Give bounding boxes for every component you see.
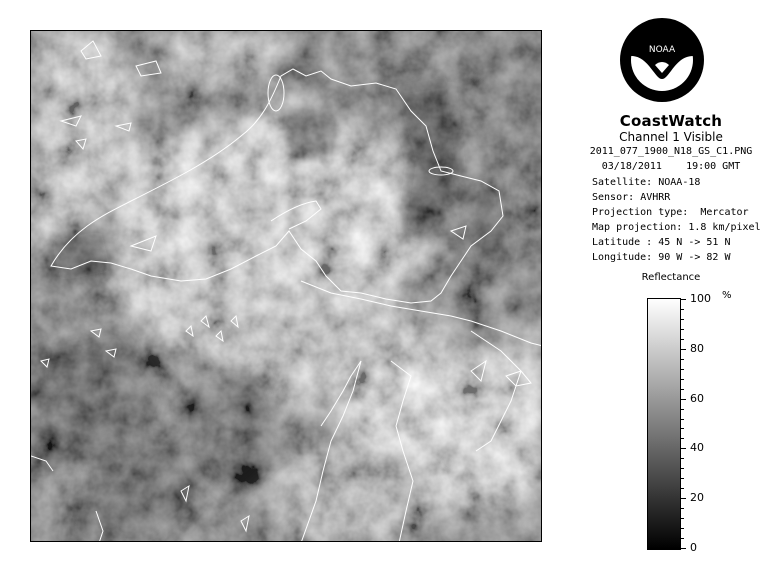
colorbar-tick-mark (680, 538, 684, 539)
colorbar-tick-mark (680, 299, 686, 300)
colorbar-tick-mark (680, 498, 686, 499)
colorbar-unit: % (722, 290, 732, 301)
satellite-map (30, 30, 542, 542)
colorbar-tick-mark (680, 319, 684, 320)
colorbar-tick-mark (680, 349, 686, 350)
colorbar-tick-label: 0 (690, 541, 697, 554)
meta-label: Sensor: (592, 192, 635, 203)
colorbar-tick-label: 20 (690, 491, 704, 504)
colorbar-tick-mark (680, 548, 686, 549)
noaa-logo-icon (619, 17, 705, 103)
datetime-label (566, 161, 776, 172)
colorbar-tick-mark (680, 409, 684, 410)
colorbar-tick-mark (680, 488, 684, 489)
colorbar-tick-mark (680, 389, 684, 390)
channel-label: Channel 1 Visible (619, 130, 723, 144)
colorbar-tick-mark (680, 339, 684, 340)
latitude-line (592, 237, 731, 248)
meta-label: Satellite: (592, 177, 653, 188)
colorbar-tick-label: 60 (690, 392, 704, 405)
meta-value: 45 N -> 51 N (658, 237, 731, 248)
date-value: 03/18/2011 (601, 161, 662, 172)
projection-type-line (592, 207, 749, 218)
colorbar-tick-mark (680, 478, 684, 479)
time-value: 19:00 GMT (686, 161, 741, 172)
colorbar-title: Reflectance (641, 272, 701, 283)
map-projection-line (592, 222, 761, 233)
filename-label: 2011_077_1900_N18_GS_C1.PNG (589, 146, 753, 157)
colorbar-tick-mark (680, 448, 686, 449)
meta-value: AVHRR (640, 192, 671, 203)
longitude-line (592, 252, 731, 263)
colorbar-tick-mark (680, 399, 686, 400)
colorbar-tick-mark (680, 428, 684, 429)
colorbar-tick-label: 40 (690, 441, 704, 454)
map-canvas (31, 31, 542, 542)
colorbar-tick-label: 100 (690, 292, 711, 305)
colorbar-tick-mark (680, 528, 684, 529)
sensor-line (592, 192, 670, 203)
colorbar-gradient (647, 298, 681, 550)
colorbar-tick-mark (680, 438, 684, 439)
satellite-line (592, 177, 700, 188)
colorbar-tick-mark (680, 458, 684, 459)
colorbar-tick-mark (680, 468, 684, 469)
colorbar-tick-mark (680, 518, 684, 519)
meta-label: Projection type: (592, 207, 689, 218)
colorbar-tick-mark (680, 329, 684, 330)
meta-value: 1.8 km/pixel (688, 222, 761, 233)
colorbar-tick-mark (680, 419, 684, 420)
colorbar-tick-label: 80 (690, 342, 704, 355)
colorbar-tick-mark (680, 508, 684, 509)
meta-label: Latitude : (592, 237, 653, 248)
colorbar-tick-mark (680, 359, 684, 360)
colorbar-tick-mark (680, 379, 684, 380)
colorbar-tick-mark (680, 369, 684, 370)
meta-label: Longitude: (592, 252, 653, 263)
meta-value: Mercator (700, 207, 749, 218)
product-title: CoastWatch (619, 112, 723, 130)
meta-label: Map projection: (592, 222, 683, 233)
meta-value: NOAA-18 (658, 177, 701, 188)
logo-center-text: NOAA (648, 45, 676, 55)
meta-value: 90 W -> 82 W (658, 252, 731, 263)
colorbar-tick-mark (680, 309, 684, 310)
